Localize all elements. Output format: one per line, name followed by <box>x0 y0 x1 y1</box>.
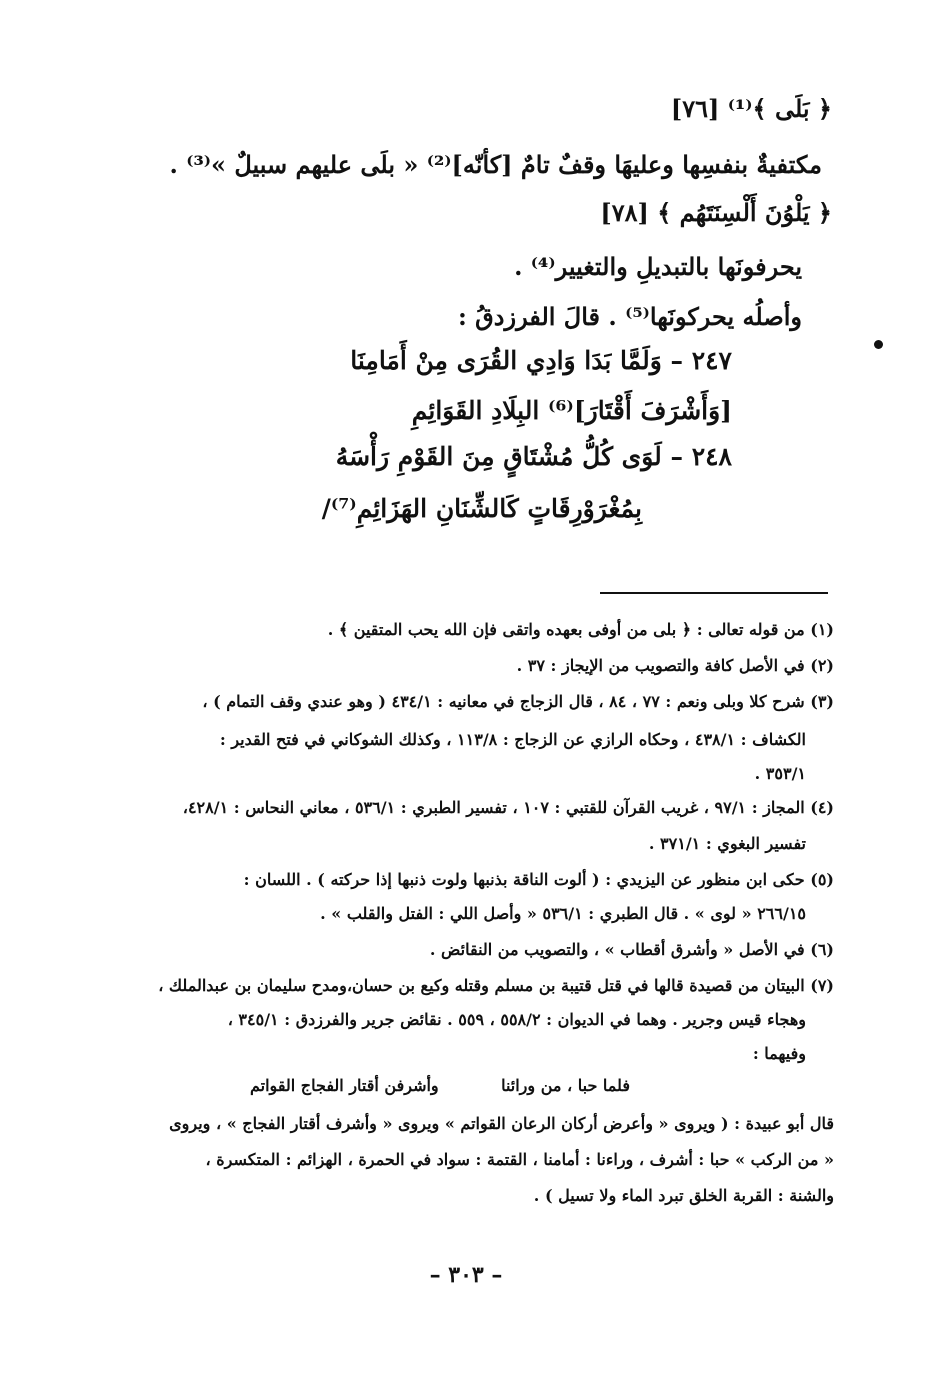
verse-247-second-hemistich: [وَأَشْرَفَ أَقْتَارَ]⁽⁶⁾ البِلَادِ القَوَائِمِ <box>411 396 732 425</box>
commentary-line-1: مكتفيةٌ بنفسِها وعليهَا وقفٌ تامٌ [كأنّه]⁽²⁾ « بلَى عليهم سبيلٌ »⁽³⁾ . <box>169 150 822 179</box>
footnote-4-line-1: (٤) المجاز : ٩٧/١ ، غريب القرآن للقتبي : ١٠٧ ، تفسير الطبري : ٥٣٦/١ ، معاني النحاس : ٤٢٨/١، <box>182 798 834 817</box>
verse-247-first-hemistich: ٢٤٧ – وَلَمَّا بَدَا وَادِي القُرَى مِنْ أَمَامِنَا <box>350 346 732 375</box>
footnote-7-line-2: وهجاء قيس وجرير . وهما في الديوان : ٥٥٨/٢ ، ٥٥٩ . نقائض جرير والفرزدق : ٣٤٥/١ ، <box>227 1010 806 1029</box>
footnote-5-line-1: (٥) حكى ابن منظور عن اليزيدي : ( ألوت الناقة بذنبها ولوت ذنبها إذا حركته ) . اللسان : <box>243 870 834 889</box>
commentary-line-3: وأصلُه يحركونَها⁽⁵⁾ . قالَ الفرزدقُ : <box>457 302 802 331</box>
footnote-1: (١) من قوله تعالى : ﴿ بلى من أوفى بعهده واتقى فإن الله يحب المتقين ﴾ . <box>327 620 834 639</box>
footnote-6: (٦) في الأصل « وأشرق أقطاب » ، والتصويب من النقائض . <box>429 940 834 959</box>
quoted-verse-first-hemistich: فلما حبا ، من ورائنا <box>501 1076 630 1095</box>
verse-248-second-hemistich: بِمُغْرَوْرِقَاتٍ كَالشِّنَانِ الهَزَائِمِ⁽⁷⁾/ <box>321 494 642 523</box>
margin-dot <box>874 340 883 349</box>
quran-phrase-bala: ﴿ بَلَى ﴾⁽¹⁾ [٧٦] <box>670 94 832 123</box>
footnote-7-line-4: قال أبو عبيدة : ( ويروى « وأعرض أركان الرعان القواتم » ويروى « وأشرف أقتار الفجاج » ، ويروى <box>169 1114 834 1133</box>
footnote-7-line-3: وفيهما : <box>752 1044 806 1063</box>
footnote-2: (٢) في الأصل كافة والتصويب من الإيجاز : ٣٧ . <box>516 656 834 675</box>
footnote-4-line-2: تفسير البغوي : ٣٧١/١ . <box>648 834 806 853</box>
footnote-3-line-3: ٣٥٣/١ . <box>754 764 806 783</box>
page-number: – ٣٠٣ – <box>429 1262 503 1288</box>
quran-phrase-yalwun: ﴿ يَلْوُنَ أَلْسِنَتَهُم ﴾ [٧٨] <box>600 198 832 227</box>
footnote-3-line-1: (٣) شرح كلا وبلى ونعم : ٧٧ ، ٨٤ ، قال الزجاج في معانيه : ٤٣٤/١ ( وهو عندي وقف التمام ) ، <box>202 692 834 711</box>
verse-248-first-hemistich: ٢٤٨ – لَوَى كُلُّ مُشْتَاقٍ مِنَ القَوْمِ رَأْسَهُ <box>335 442 732 471</box>
footnote-5-line-2: ٢٦٦/١٥ « لوى » . قال الطبري : ٥٣٦/١ « وأصل اللي : الفتل والقلب » . <box>320 904 806 923</box>
footnote-3-line-2: الكشاف : ٤٣٨/١ ، وحكاه الرازي عن الزجاج : ١١٣/٨ ، وكذلك الشوكاني في فتح القدير : <box>219 730 806 749</box>
footnote-7-line-1: (٧) البيتان من قصيدة قالها في قتل قتيبة بن مسلم وقتله وكيع بن حسان،ومدح سليمان بن عبدالملك ، <box>158 976 834 995</box>
footnote-7-line-6: والشنة : القربة الخلق تبرد الماء ولا تسيل ) . <box>533 1186 834 1205</box>
commentary-line-2: يحرفونَها بالتبديلِ والتغيير⁽⁴⁾ . <box>514 252 802 281</box>
footnote-quoted-verse <box>250 1076 630 1100</box>
footnote-separator <box>600 592 828 594</box>
quoted-verse-second-hemistich: وأشرفن أقتار الفجاج القواتم <box>250 1076 439 1095</box>
footnote-7-line-5: « من الركب » حبا : أشرف ، وراءنا : أمامنا ، القتمة : سواد في الحمرة ، الهزائم : المتكسرة ، <box>205 1150 834 1169</box>
